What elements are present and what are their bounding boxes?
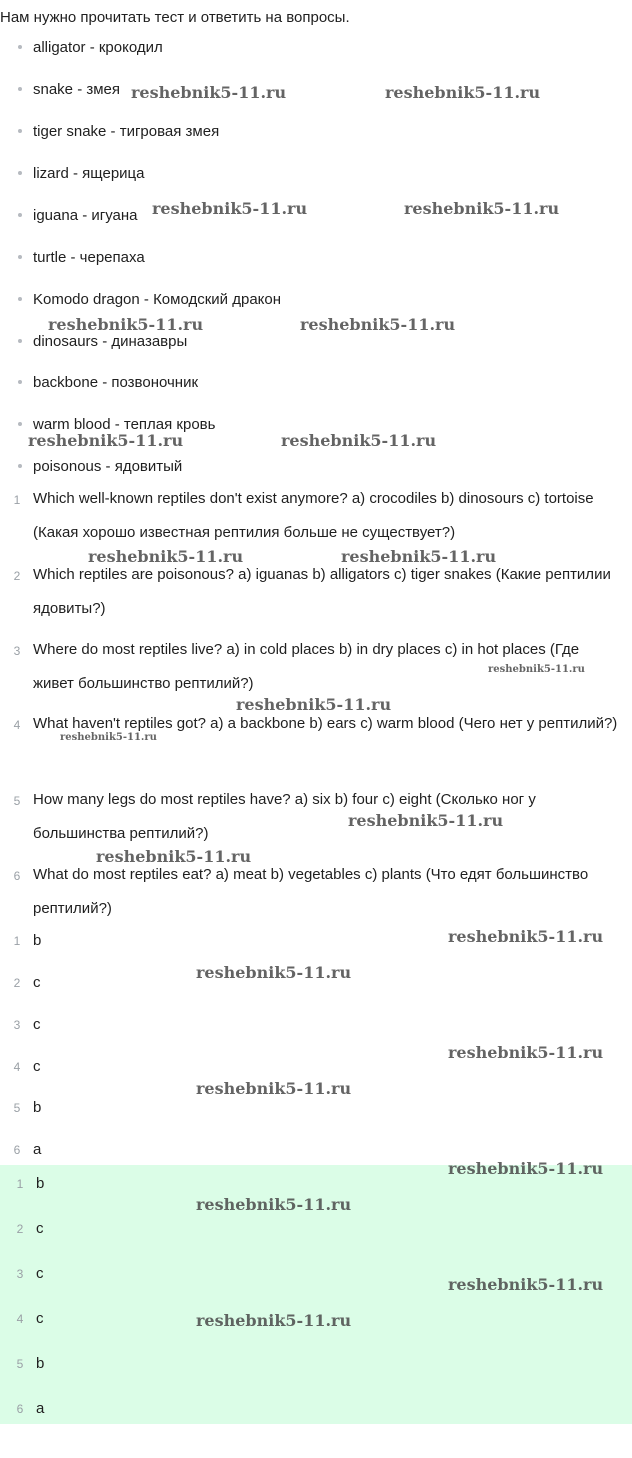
watermark: reshebnik5-11.ru (341, 547, 497, 566)
bullet-icon (18, 171, 22, 175)
question-text: Which reptiles are poisonous? a) iguanas b) alligators c) tiger snakes (Какие рептилии ядовиты?) (33, 566, 611, 617)
answer-number: 2 (16, 1222, 24, 1236)
list-item (18, 81, 120, 99)
watermark: reshebnik5-11.ru (281, 431, 437, 450)
watermark: reshebnik5-11.ru (28, 431, 184, 450)
answer-value: b (33, 1099, 42, 1116)
question-number: 5 (13, 794, 21, 808)
bullet-icon (18, 297, 22, 301)
question-number: 1 (13, 493, 21, 507)
bullet-icon (18, 129, 22, 133)
list-item (18, 123, 219, 141)
answer-number: 6 (13, 1143, 21, 1157)
watermark: reshebnik5-11.ru (348, 811, 504, 830)
list-item-text: Komodo dragon - Комодский дракон (33, 291, 282, 308)
list-item-text: dinosaurs - диназавры (33, 333, 188, 350)
intro-text: Нам нужно прочитать тест и ответить на вопросы. (0, 9, 350, 26)
answer-number: 5 (16, 1357, 24, 1371)
list-item (18, 249, 145, 267)
watermark: reshebnik5-11.ru (48, 315, 204, 334)
list-item-text: backbone - позвоночник (33, 374, 199, 391)
list-item (18, 39, 163, 57)
answer-value: b (36, 1175, 45, 1192)
watermark: reshebnik5-11.ru (236, 695, 392, 714)
list-item-text: snake - змея (33, 81, 121, 98)
answer-number: 1 (16, 1177, 24, 1191)
watermark: reshebnik5-11.ru (404, 199, 560, 218)
question-text: What do most reptiles eat? a) meat b) vegetables c) plants (Что едят большинство рептилий?) (33, 866, 589, 917)
watermark: reshebnik5-11.ru (196, 963, 352, 982)
list-item-text: iguana - игуана (33, 207, 138, 224)
answer-value: c (33, 974, 41, 991)
question-text: Where do most reptiles live? a) in cold places b) in dry places c) in hot places (Где живет большинство рептилий?) (33, 641, 580, 692)
bullet-icon (18, 255, 22, 259)
bullet-icon (18, 213, 22, 217)
answer-number: 6 (16, 1402, 24, 1416)
watermark: reshebnik5-11.ru (152, 199, 308, 218)
watermark: reshebnik5-11.ru (300, 315, 456, 334)
question-number: 2 (13, 569, 21, 583)
bullet-icon (18, 422, 22, 426)
answer-value: a (33, 1141, 42, 1158)
list-item (18, 165, 144, 183)
question-number: 6 (13, 869, 21, 883)
watermark: reshebnik5-11.ru (131, 83, 287, 102)
answer-value: c (36, 1220, 44, 1237)
answer-number: 1 (13, 934, 21, 948)
answer-number: 2 (13, 976, 21, 990)
question-text: What haven't reptiles got? a) a backbone b) ears c) warm blood (Чего нет у рептилий?) (33, 715, 618, 732)
answer-value: c (36, 1265, 44, 1282)
answer-value: a (36, 1400, 45, 1417)
list-item-text: tiger snake - тигровая змея (33, 123, 220, 140)
watermark: reshebnik5-11.ru (448, 1043, 604, 1062)
bullet-icon (18, 87, 22, 91)
list-item-text: alligator - крокодил (33, 39, 163, 56)
answer-number: 4 (16, 1312, 24, 1326)
list-item-text: poisonous - ядовитый (33, 458, 183, 475)
answer-value: c (33, 1058, 41, 1075)
answer-number: 3 (16, 1267, 24, 1281)
watermark: reshebnik5-11.ru (385, 83, 541, 102)
list-item (18, 458, 182, 476)
answer-number: 3 (13, 1018, 21, 1032)
list-item (18, 207, 138, 225)
question-number: 3 (13, 644, 21, 658)
question-text: How many legs do most reptiles have? a) six b) four c) eight (Сколько ног у большинства рептилий?) (33, 791, 536, 842)
watermark: reshebnik5-11.ru (196, 1195, 352, 1214)
bullet-icon (18, 339, 22, 343)
list-item-text: warm blood - теплая кровь (33, 416, 216, 433)
answer-value: c (33, 1016, 41, 1033)
bullet-icon (18, 464, 22, 468)
bullet-icon (18, 45, 22, 49)
watermark: reshebnik5-11.ru (448, 927, 604, 946)
watermark: reshebnik5-11.ru (448, 1159, 604, 1178)
watermark: reshebnik5-11.ru (196, 1079, 352, 1098)
answer-number: 5 (13, 1101, 21, 1115)
bullet-icon (18, 380, 22, 384)
answer-value: b (36, 1355, 45, 1372)
watermark: reshebnik5-11.ru (448, 1275, 604, 1294)
list-item-text: lizard - ящерица (33, 165, 145, 182)
watermark: reshebnik5-11.ru (488, 664, 585, 675)
watermark: reshebnik5-11.ru (196, 1311, 352, 1330)
answer-value: b (33, 932, 42, 949)
question-text: Which well-known reptiles don't exist anymore? a) crocodiles b) dinosours c) tortoise (Какая хорошо известная рептилия больше не существует?) (33, 490, 594, 541)
answer-number: 4 (13, 1060, 21, 1074)
watermark: reshebnik5-11.ru (88, 547, 244, 566)
list-item (18, 374, 198, 392)
watermark: reshebnik5-11.ru (96, 847, 252, 866)
list-item (18, 291, 281, 309)
list-item (18, 333, 187, 351)
answer-value: c (36, 1310, 44, 1327)
watermark: reshebnik5-11.ru (60, 732, 157, 743)
question-number: 4 (13, 718, 21, 732)
list-item-text: turtle - черепаха (33, 249, 145, 266)
